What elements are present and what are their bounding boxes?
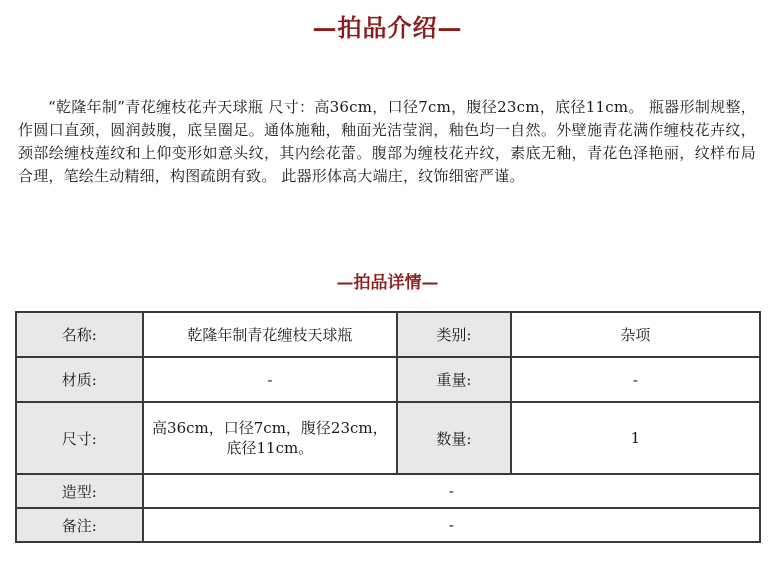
details-table [15,311,761,543]
shape-value: - [143,474,760,508]
details-section-title: —拍品详情— [336,273,439,293]
material-label: 材质: [16,357,143,402]
name-value: 乾隆年制青花缠枝天球瓶 [143,312,397,357]
note-value: - [143,508,760,542]
note-label: 备注: [16,508,143,542]
table-row-name [16,312,760,357]
size-value-line2: 底径11cm。 [226,439,314,457]
table-row-size [16,402,760,474]
weight-label: 重量: [397,357,511,402]
quantity-label: 数量: [397,402,511,474]
intro-description: “乾隆年制”青花缠枝花卉天球瓶 尺寸：高36cm，口径7cm，腹径23cm，底径11cm。 瓶器形制规整，作圆口直颈，圆润鼓腹，底呈圈足。通体施釉，釉面光洁莹润，釉色均一自然。外壁施青花满作缠枝花卉纹，颈部绘缠枝莲纹和上仰变形如意头纹，其内绘花蕾。腹部为缠枝花卉纹，素底无釉，青花色泽艳丽，纹样布局合理，笔绘生动精细，构图疏朗有致。 此器形体高大端庄，纹饰细密严谨。 [18,98,756,185]
table-row-note [16,508,760,542]
table-row-material [16,357,760,402]
name-label: 名称: [16,312,143,357]
quantity-value: 1 [511,402,760,474]
shape-label: 造型: [16,474,143,508]
category-value: 杂项 [511,312,760,357]
weight-value: - [511,357,760,402]
size-value-line1: 高36cm，口径7cm，腹径23cm， [152,419,388,437]
material-value: - [143,357,397,402]
size-value [143,402,397,474]
intro-section-title: —拍品介绍— [312,13,463,42]
table-row-shape [16,474,760,508]
size-label: 尺寸: [16,402,143,474]
category-label: 类别: [397,312,511,357]
